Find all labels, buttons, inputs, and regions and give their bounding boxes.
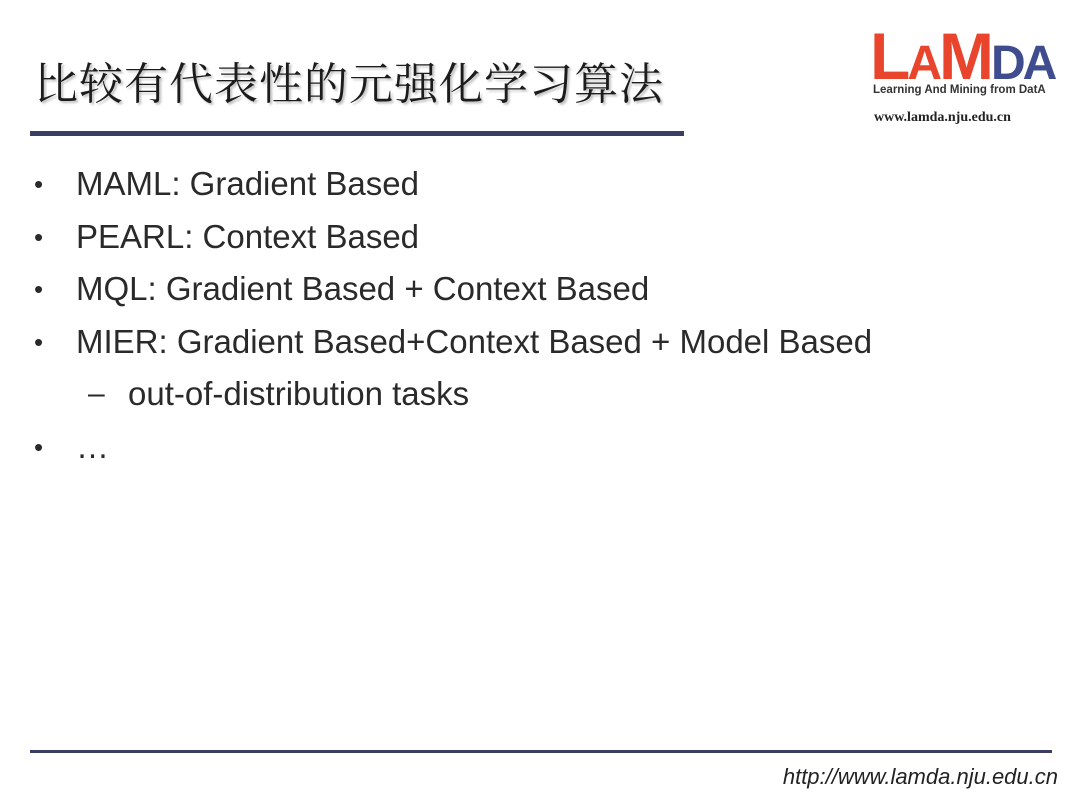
- bullet-item-pearl: [34, 211, 872, 264]
- logo-letter-a: A: [907, 37, 939, 90]
- footer-url: http://www.lamda.nju.edu.cn: [782, 764, 1058, 789]
- bullet-text: PEARL: Context Based: [76, 217, 420, 255]
- logo-letter-l: L: [870, 19, 908, 93]
- bullet-text: MAML: Gradient Based: [76, 165, 419, 202]
- logo-tagline: Learning And Mining from DatA: [873, 84, 1046, 96]
- bullet-item-mql: [34, 263, 872, 316]
- bullet-text: MIER: Gradient Based+Context Based + Model Based: [76, 322, 873, 360]
- sub-bullet-text: out-of-distribution tasks: [128, 375, 470, 412]
- bullet-item-maml: [34, 158, 872, 211]
- bullet-text: MQL: Gradient Based + Context Based: [76, 270, 650, 307]
- title-underline: [30, 131, 684, 136]
- bullet-marker: •: [34, 221, 44, 252]
- bullet-text: …: [76, 427, 109, 465]
- lamda-logo: [870, 18, 1060, 128]
- sub-bullet-item-ood: [34, 368, 872, 421]
- logo-letter-d: D: [990, 37, 1023, 90]
- bullet-item-mier: [34, 316, 872, 369]
- sub-bullet-marker: –: [88, 377, 105, 410]
- bullet-list: [34, 158, 872, 473]
- footer-rule: [30, 750, 1052, 753]
- bullet-marker: •: [34, 326, 44, 357]
- logo-letter-a2: A: [1022, 37, 1055, 90]
- slide-title: 比较有代表性的元强化学习算法: [34, 59, 664, 110]
- bullet-marker: •: [34, 274, 44, 304]
- bullet-marker: •: [34, 169, 44, 199]
- bullet-marker: •: [34, 431, 44, 462]
- logo-letter-m: M: [939, 19, 991, 93]
- bullet-item-ellipsis: [34, 421, 872, 474]
- logo-url: www.lamda.nju.edu.cn: [874, 110, 1011, 125]
